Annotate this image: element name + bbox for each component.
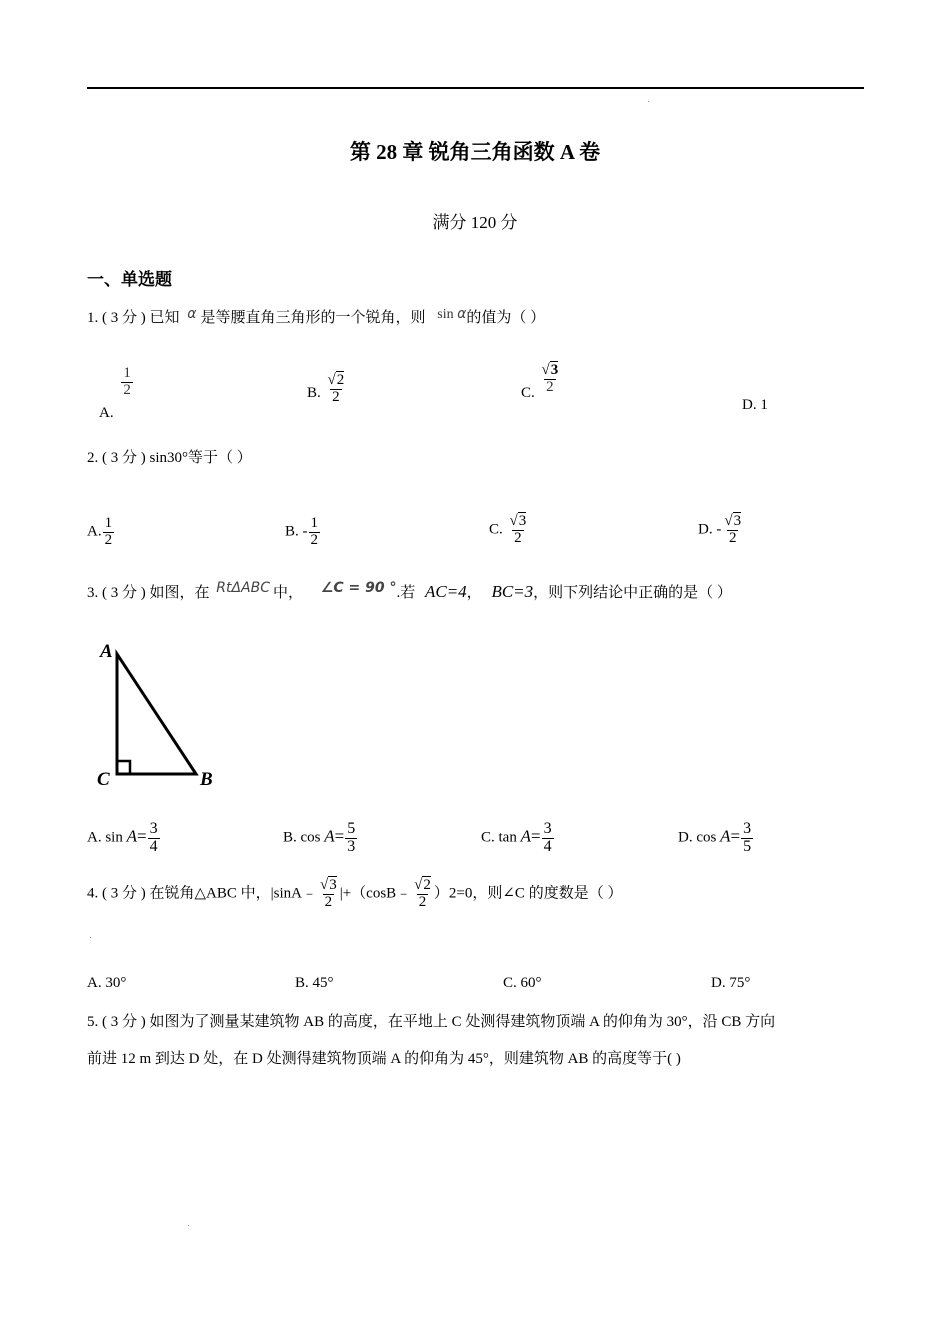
q4-prefix: 4. ( 3 分 ) 在锐角△ABC 中，|sinA﹣ bbox=[87, 885, 317, 902]
header-rule bbox=[87, 87, 864, 89]
q3-ac: AC=4 bbox=[424, 582, 467, 601]
q3-option-d[interactable]: D. cos A= $\frac{3}{5}$ bbox=[678, 820, 752, 855]
q1-option-d[interactable]: D. 1 bbox=[742, 397, 768, 413]
speck bbox=[648, 101, 649, 102]
q1-suffix: 的值为（ ） bbox=[466, 310, 546, 326]
q3-suffix: ，则下列结论中正确的是（ ） bbox=[533, 585, 732, 601]
q4-mid: |+（cosB﹣ bbox=[339, 885, 412, 902]
q1-option-c[interactable]: C. $\frac{√3}{2}$ bbox=[521, 362, 559, 401]
speck bbox=[90, 937, 91, 938]
vertex-a-label: A bbox=[100, 641, 113, 662]
q2-option-a[interactable]: A. $\frac{1}{2}$ bbox=[87, 515, 113, 548]
page-subtitle: 满分 120 分 bbox=[432, 213, 518, 232]
q4-option-b[interactable]: B. 45° bbox=[295, 975, 334, 991]
q3-bc: BC=3 bbox=[491, 582, 534, 601]
right-angle-mark bbox=[117, 761, 130, 774]
q2-option-d[interactable]: D. - $\frac{√3}{2}$ bbox=[698, 513, 742, 546]
q1-option-a[interactable]: A. $\frac{1}{2}$ bbox=[99, 365, 131, 421]
q1-alpha: α bbox=[187, 306, 197, 322]
question-3: 3. ( 3 分 ) 如图，在 RtΔABC 中， ∠C = 90 °.若 AC=4， BC=3，则下列结论中正确的是（ ） bbox=[87, 580, 732, 601]
q3-triangle-figure bbox=[92, 630, 227, 800]
question-4: 4. ( 3 分 ) 在锐角△ABC 中，|sinA﹣ $\frac{√3}{2}$ |+（cosB﹣ $\frac{√2}{2}$ ）2=0，则∠C 的度数是（ ） bbox=[87, 877, 623, 910]
q4-option-a[interactable]: A. 30° bbox=[87, 975, 127, 991]
q3-mid: 中， bbox=[273, 585, 304, 601]
page-title: 第 28 章 锐角三角函数 A 卷 bbox=[349, 140, 601, 164]
q3-rt-image: RtΔABC bbox=[216, 580, 271, 596]
q1-sin-image: sin α bbox=[437, 306, 467, 322]
q3-option-a[interactable]: A. sin A= $\frac{3}{4}$ bbox=[87, 820, 158, 855]
question-5-line-2: 前进 12 m 到达 D 处，在 D 处测得建筑物顶端 A 的仰角为 45°，则建筑物 AB 的高度等于( ) bbox=[87, 1051, 681, 1067]
triangle-shape bbox=[117, 654, 196, 774]
speck bbox=[188, 1225, 189, 1226]
q3-prefix: 3. ( 3 分 ) 如图，在 bbox=[87, 585, 210, 601]
q4-option-d[interactable]: D. 75° bbox=[711, 975, 751, 991]
q3-option-c[interactable]: C. tan A= $\frac{3}{4}$ bbox=[481, 820, 552, 855]
question-2: 2. ( 3 分 ) sin30°等于（ ） bbox=[87, 450, 252, 466]
q1-prefix: 1. ( 3 分 ) 已知 bbox=[87, 310, 180, 326]
q2-option-b[interactable]: B. - $\frac{1}{2}$ bbox=[285, 515, 318, 548]
q2-option-c[interactable]: C. $\frac{√3}{2}$ bbox=[489, 513, 527, 546]
q1-option-b[interactable]: B. $\frac{√2}{2}$ bbox=[307, 372, 345, 405]
q4-option-c[interactable]: C. 60° bbox=[503, 975, 542, 991]
q3-angle-image: ∠C = 90 ° bbox=[320, 580, 397, 596]
q1-mid: 是等腰直角三角形的一个锐角，则 bbox=[200, 310, 426, 326]
q3-option-b[interactable]: B. cos A= $\frac{5}{3}$ bbox=[283, 820, 356, 855]
question-1 bbox=[87, 306, 545, 327]
q4-suffix: ）2=0，则∠C 的度数是（ ） bbox=[433, 885, 623, 902]
vertex-c-label: C bbox=[97, 769, 110, 790]
section-heading: 一、单选题 bbox=[87, 270, 172, 289]
vertex-b-label: B bbox=[200, 769, 213, 790]
question-5-line-1: 5. ( 3 分 ) 如图为了测量某建筑物 AB 的高度，在平地上 C 处测得建筑物顶端 A 的仰角为 30°，沿 CB 方向 bbox=[87, 1014, 776, 1030]
